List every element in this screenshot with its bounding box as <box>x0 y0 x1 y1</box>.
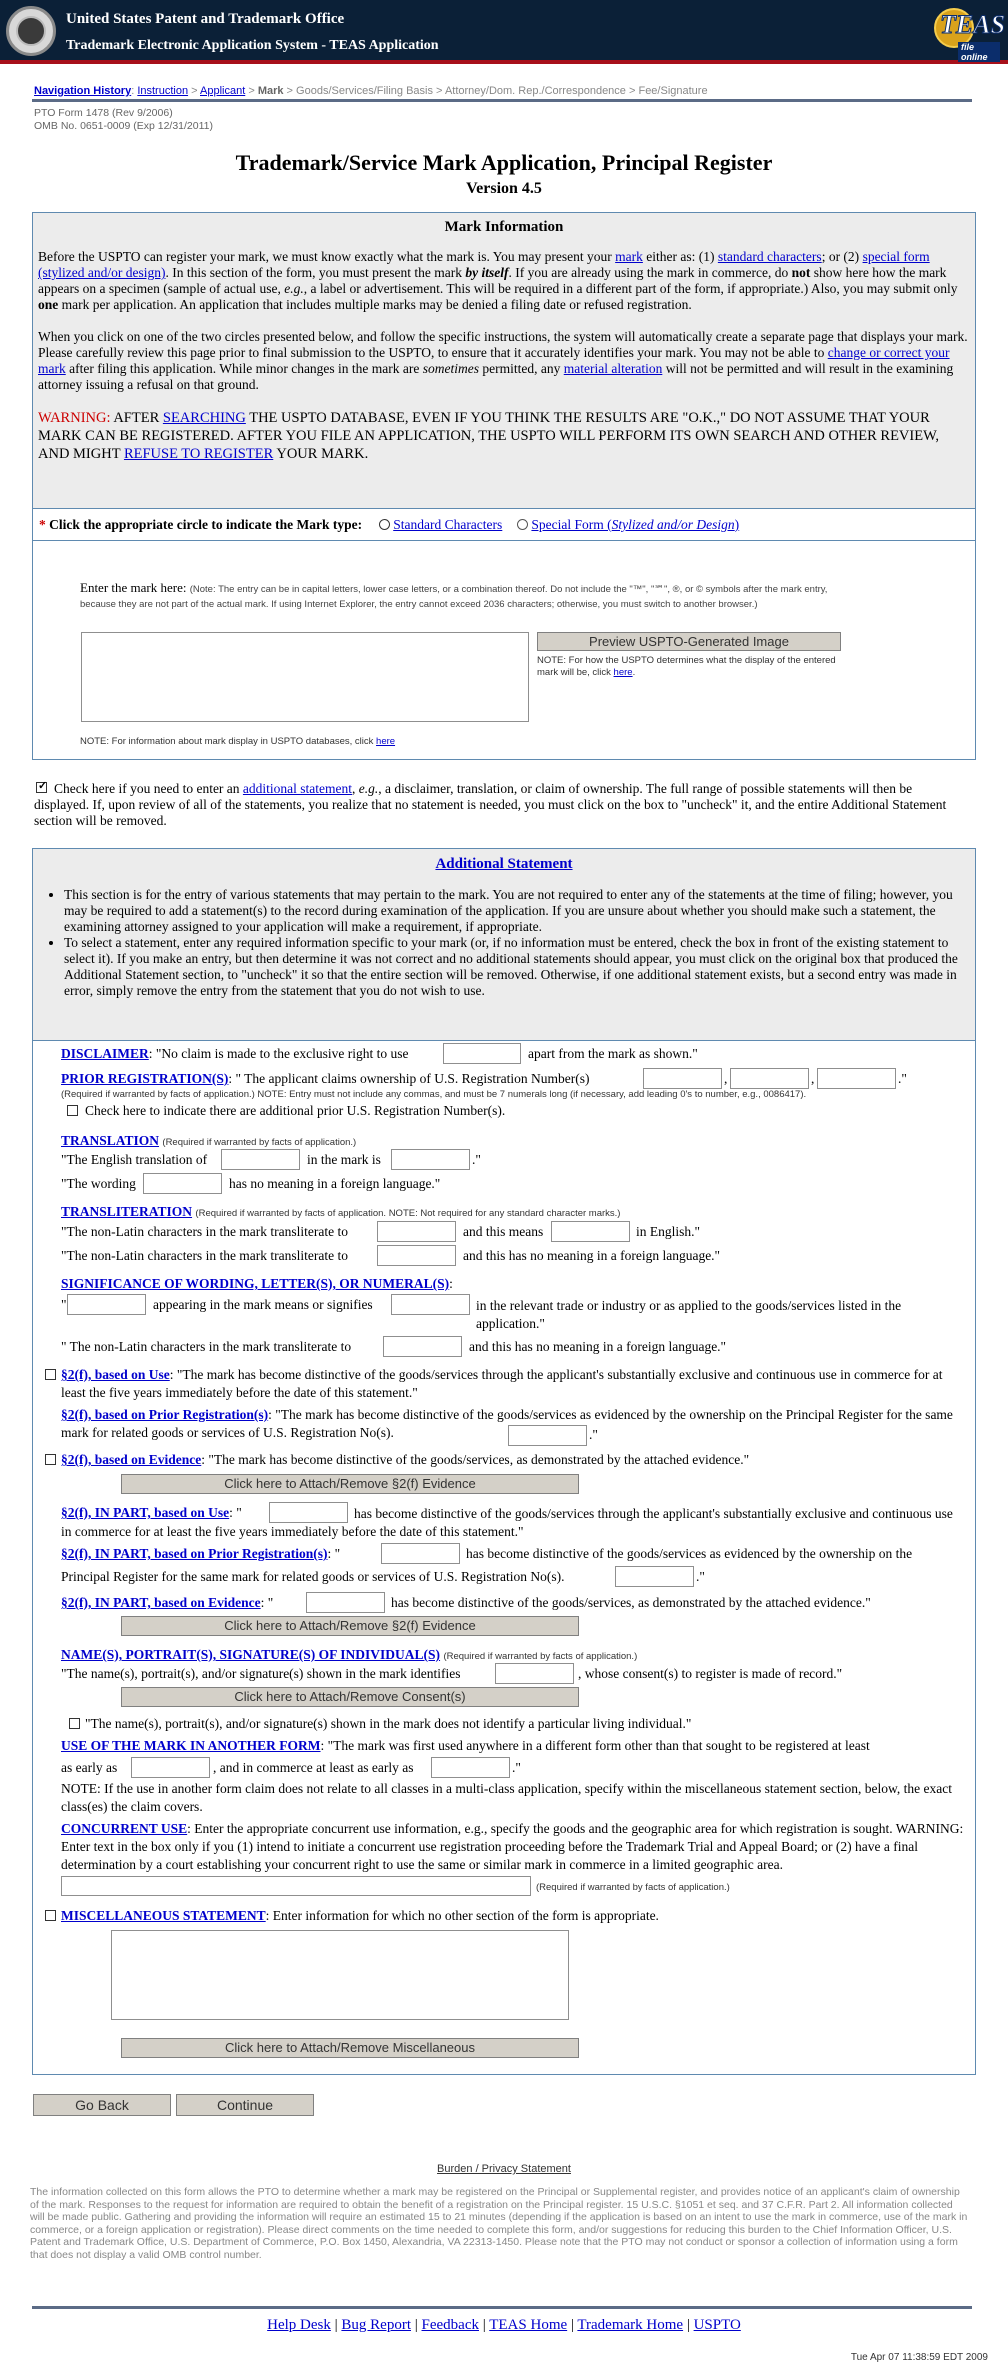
prior-registration-input-1[interactable] <box>643 1068 722 1089</box>
warning-text: WARNING: AFTER SEARCHING THE USPTO DATABASE, EVEN IF YOU THINK THE RESULTS ARE "O.K.," DO NOT ASSUME THAT YOUR MARK CAN BE REGISTERED. AFTER YOU FILE AN APPLICATION, THE USPTO WILL PERFORM ITS OWN SEARCH AND OTHER REVIEW, AND MIGHT REFUSE TO REGISTER YOUR MARK. <box>38 410 940 462</box>
refuse-to-register-link[interactable]: REFUSE TO REGISTER <box>123 446 274 462</box>
divider <box>32 99 972 102</box>
trademark-home-link[interactable]: Trademark Home <box>577 2317 684 2333</box>
attach-2f-evidence-button-2[interactable]: Click here to Attach/Remove §2(f) Evidence <box>121 1616 579 1636</box>
section-2f-part-prior-wording-input[interactable] <box>381 1543 460 1564</box>
page-title: Trademark/Service Mark Application, Principal Register <box>235 150 773 175</box>
section-2f-part-evidence-input[interactable] <box>306 1592 385 1613</box>
standard-characters-option-link[interactable]: Standard Characters <box>393 517 503 532</box>
disclaimer-input[interactable] <box>443 1043 521 1064</box>
transliteration-input[interactable] <box>377 1221 456 1242</box>
additional-statement-link[interactable]: additional statement <box>242 781 353 796</box>
feedback-link[interactable]: Feedback <box>421 2317 479 2333</box>
translation-heading[interactable]: TRANSLATION <box>61 1133 160 1148</box>
first-use-commerce-input[interactable] <box>431 1757 510 1778</box>
misc-statement-textarea[interactable] <box>111 1930 569 2020</box>
section-heading: Mark Information <box>444 219 564 235</box>
prior-registration-input-3[interactable] <box>817 1068 896 1089</box>
uspto-seal-icon <box>6 6 56 56</box>
disclaimer-heading[interactable]: DISCLAIMER <box>61 1046 149 1061</box>
additional-statement-instructions: Check here if you need to enter an additional statement, e.g., a disclaimer, translation, or claim of ownership. The full range of possible statements will then be displayed. If, upon review of all of the statements, you realize that no statement is needed, you must click on the box to "uncheck" it, and the entire Additional Statement section will be removed. <box>34 781 947 828</box>
first-use-anywhere-input[interactable] <box>131 1757 210 1778</box>
section-2f-part-use-heading[interactable]: §2(f), IN PART, based on Use <box>61 1505 230 1520</box>
transliteration-heading[interactable]: TRANSLITERATION <box>61 1204 193 1219</box>
mark-information-section <box>32 212 976 760</box>
special-form-radio[interactable] <box>517 519 528 530</box>
nav-attorney: Attorney/Dom. Rep./Correspondence <box>444 85 626 97</box>
instruction-bullet: • To select a statement, enter any required information specific to your mark (or, if no information must be entered, check the box in front of the existing statement to select it). If you make an entry, but then determine it was not correct and no additional statements should appear, you must click on the original box that produced the Additional Statement section, to "uncheck" it so that the entire section will be removed. Otherwise, if one additional statement exists, but a second entry was made in error, simply remove the entry from the statement that you do not wish to use. <box>64 935 970 999</box>
misc-statement-checkbox[interactable] <box>45 1910 56 1921</box>
additional-statement-heading-link[interactable]: Additional Statement <box>435 856 573 872</box>
section-2f-prior-heading[interactable]: §2(f), based on Prior Registration(s) <box>61 1407 269 1422</box>
mark-text-area[interactable] <box>81 632 529 722</box>
change-mark-link[interactable]: change or correct your mark <box>38 345 950 376</box>
section-2f-part-evidence-heading[interactable]: §2(f), IN PART, based on Evidence <box>61 1595 261 1610</box>
prior-registration-note: (Required if warranted by facts of application.) NOTE: Entry must not include any commas, and must be 7 numerals long (if necessary, add leading 0's to number, e.g., 0086417). <box>61 1089 807 1100</box>
form-info: PTO Form 1478 (Rev 9/2006) OMB No. 0651-0009 (Exp 12/31/2011) <box>34 107 213 132</box>
section-2f-use-heading[interactable]: §2(f), based on Use <box>61 1367 170 1382</box>
system-name: Trademark Electronic Application System - TEAS Application <box>66 38 439 53</box>
attach-misc-button[interactable]: Click here to Attach/Remove Miscellaneous <box>121 2038 579 2058</box>
uspto-link[interactable]: USPTO <box>693 2317 741 2333</box>
additional-prior-registrations-checkbox[interactable] <box>67 1105 78 1116</box>
continue-button[interactable]: Continue <box>176 2094 314 2116</box>
another-form-note: NOTE: If the use in another form claim does not relate to all classes in a multi-class application, specify within the miscellaneous statement section, below, the exact class(es) the claim covers. <box>61 1781 952 1814</box>
nav-instruction-link[interactable]: Instruction <box>137 85 189 97</box>
nav-fee: Fee/Signature <box>638 85 708 97</box>
additional-statement-section: Additional Statement • This section is for the entry of various statements that may pertain to the mark. You are not required to enter any of the statements at the time of filing; however, you may be required to add a statement(s) to the record during examination of the application. If you are unsure about whether you should make such a statement, the examining attorney assigned to your application will make a requirement, if appropriate. • To select a statement, enter any required information specific to your mark (or, if no information must be entered, check the box in front of the existing statement to select it). If you make an entry, but then determine it was not correct and no additional statements should appear, you must click on the original box that produced the Additional Statement section, to "uncheck" it so that the entire section will be removed. Otherwise, if one additional statement exists, but a second entry was made in error, simply remove the entry from the statement that you do not wish to use. DISCLAIMER: "No claim is made to the exclusive right to use apart from the mark as shown." PRIOR REGISTRATION(S): " The applicant claims ownership of U.S. Registration Number(s) , , ." (Required if warranted by facts of application.) NOTE: Entry must not include any commas, and must be 7 numerals long (if necessary, add leading 0's to number, e.g., 0086417). Check here to indicate there are additional prior U.S. Registration Number(s). TRANSLATION (Required if warranted by facts of application.) "The English translation of in the mark is ." "The wording has no meaning in a foreign language." TRANSLITERATION (Required if warranted by facts of application. NOTE: Not required for any standard character marks.) "The non-Latin characters in the mark transliterate to and this means in English." "The non-Latin characters in the mark transliterate to and this has no meaning in a foreign language." SIGNIFICANCE OF WORDING, LETTER(S), OR NUMERAL(S): " appearing in the mark means or signifies in the relevant trade or industry or as applied to the goods/services listed in the application." " The non-Latin characters in the mark transliterate to and this has no meaning in a foreign language." §2(f), based on Use: "The mark has become distinctive of the goods/services through the applicant's substantially exclusive and continuous use in commerce for at least the five years immediately before the date of this statement." §2(f), based on Prior Registration(s): "The mark has become distinctive of the goods/services as evidenced by the ownership on the Principal Register for the same mark for related goods or services of U.S. Registration No(s). ." §2(f), based on Evidence: "The mark has become distinctive of the goods/services, as demonstrated by the attached evidence." Click here to Attach/Remove §2(f) Evidence §2(f), IN PART, based on Use: " has become distinctive of the goods/services through the applicant's substantially exclusive and continuous use in commerce for at least the five years immediately before the date of this statement." §2(f), IN PART, based on Prior Registration(s): " has become distinctive of the goods/services as evidenced by the ownership on the Principal Register for the same mark for related goods or services of U.S. Registration No(s). ." §2(f), IN PART, based on Evidence: " has become distinctive of the goods/services, as demonstrated by the attached evidence." Click here to Attach/Remove §2(f) Evidence NAME(S), PORTRAIT(S), SIGNATURE(S) OF INDIVIDUAL(S) (Required if warranted by facts of application.) "The name(s), portrait(s), and/or signature(s) shown in the mark identifies , whose consent(s) to register is made of record." Click here to Attach/Remove Consent(s) "The name(s), portrait(s), and/or signature(s) shown in the mark does not identify a particular living individual." USE OF THE MARK IN ANOTHER FORM: "The mark was first used anywhere in a different form other than that sought to be registered at least as early as , and in commerce at least as early as ." NOTE: If the use in another form claim does not relate to all classes in a multi-class application, specify within the miscellaneous statement section, below, the exact class(es) the claim covers. CONCURRENT USE: Enter the appropriate concurrent use information, e.g., specify the goods and the geographic area for which registration is sought. WARNING: Enter text in the box only if you (1) intend to initiate a concurrent use registration proceeding before the Trademark Trial and Appeal Board; or (2) have a final determination by a court establishing your concurrent right to use the same or similar mark in commerce in a limited geographic area. (Required if warranted by facts of application.) MISCELLANEOUS STATEMENT: Enter information for which no other section of the form is appropriate. Click here to Attach/Remove Miscellaneous <box>32 848 976 2075</box>
section-2f-part-prior-registration-input[interactable] <box>615 1566 694 1587</box>
section-2f-registration-input[interactable] <box>508 1425 587 1446</box>
translation-meaning-input[interactable] <box>391 1149 470 1170</box>
mark-info-instructions: Mark Information Before the USPTO can register your mark, we must know exactly what the mark is. You may present your mark either as: (1) standard characters; or (2) special form (stylized and/or design). In this section of the form, you must present the mark by itself. If you are already using the mark in commerce, do not show here how the mark appears on a specimen (sample of actual use, e.g., a label or advertisement. This will be required in a different part of the form, if appropriate.) Also, you may submit only one mark per application. An application that includes multiple marks may be denied a filing date or refused registration. When you click on one of the two circles presented below, and follow the specific instructions, the system will automatically create a separate page that displays your mark. Please carefully review this page prior to final submission to the USPTO, to ensure that it accurately identifies your mark. You may not be able to change or correct your mark after filing this application. While minor changes in the mark are sometimes permitted, any material alteration will not be permitted and will result in the examining attorney issuing a refusal on that ground. WARNING: AFTER SEARCHING THE USPTO DATABASE, EVEN IF YOU THINK THE RESULTS ARE "O.K.," DO NOT ASSUME THAT YOUR MARK CAN BE REGISTERED. AFTER YOU FILE AN APPLICATION, THE USPTO WILL PERFORM ITS OWN SEARCH AND OTHER REVIEW, AND MIGHT REFUSE TO REGISTER YOUR MARK. <box>33 213 975 508</box>
display-note: NOTE: For information about mark display in USPTO databases, click here <box>80 736 396 747</box>
concurrent-use-input[interactable] <box>61 1876 531 1896</box>
standard-characters-link[interactable]: standard characters <box>717 249 822 264</box>
burden-privacy-link[interactable]: Burden / Privacy Statement <box>437 2163 571 2175</box>
prior-registration-input-2[interactable] <box>730 1068 809 1089</box>
names-identifies-input[interactable] <box>495 1663 574 1684</box>
app-header <box>0 0 1008 64</box>
additional-statement-checkbox[interactable]: ✓ <box>38 780 48 792</box>
mark-link[interactable]: mark <box>615 249 643 264</box>
transliteration-no-meaning-input[interactable] <box>377 1245 456 1266</box>
special-form-link[interactable]: special form (stylized and/or design) <box>38 249 930 280</box>
breadcrumb: Navigation History: Instruction > Applicant > Mark > Goods/Services/Filing Basis > Attorney/Dom. Rep./Correspondence > Fee/Signature <box>34 85 708 97</box>
divider <box>32 2306 972 2309</box>
material-alteration-link[interactable]: material alteration <box>563 361 663 376</box>
use-in-another-form-heading[interactable]: USE OF THE MARK IN ANOTHER FORM <box>61 1738 321 1753</box>
mark-type-label: Click the appropriate circle to indicate the Mark type: <box>45 517 363 532</box>
burden-statement-text: The information collected on this form allows the PTO to determine whether a mark may be registered on the Principal or Supplemental register, and provides notice of an applicant's claim of ownership of the mark. Responses to the request for information are required to obtain the benefit of a registration on the Principal register. 15 U.S.C. §1051 et seq. and 37 C.F.R. Part 2. All information collected will be made public. Gathering and providing the information will require an estimated 15 to 21 minutes (depending if the application is based on an intent to use the mark in commerce, use of the mark in commerce, or a foreign application or registration). Please direct comments on the time needed to complete this form, and/or suggestions for reducing this burden to the Chief Information Officer, U.S. Patent and Trademark Office, U.S. Department of Commerce, P.O. Box 1450, Alexandria, VA 22313-1450. Please note that the PTO may not conduct or sponsor a collection of information using a form that does not display a valid OMB control number. <box>30 2186 968 2261</box>
significance-transliterate-input[interactable] <box>383 1336 462 1357</box>
names-not-living-checkbox[interactable] <box>69 1718 80 1729</box>
searching-link[interactable]: SEARCHING <box>162 410 246 426</box>
enter-mark-label: Enter the mark here: <box>80 580 187 595</box>
significance-meaning-input[interactable] <box>391 1294 470 1315</box>
nav-goods: Goods/Services/Filing Basis <box>296 85 433 97</box>
section-2f-evidence-heading[interactable]: §2(f), based on Evidence <box>61 1452 202 1467</box>
section-2f-use-checkbox[interactable] <box>45 1369 56 1380</box>
preview-note: NOTE: For how the USPTO determines what the display of the entered mark will be, click here. <box>537 655 836 678</box>
section-2f-evidence-checkbox[interactable] <box>45 1454 56 1465</box>
significance-wording-input[interactable] <box>67 1294 146 1315</box>
standard-characters-radio[interactable] <box>379 519 390 530</box>
nav-applicant-link[interactable]: Applicant <box>200 85 246 97</box>
bug-report-link[interactable]: Bug Report <box>341 2317 411 2333</box>
preview-note-here-link[interactable]: here <box>613 667 633 678</box>
nav-mark-current: Mark <box>257 85 284 97</box>
agency-name: United States Patent and Trademark Office <box>66 11 345 27</box>
mark-type-row: * Click the appropriate circle to indicate the Mark type: Standard Characters Special Form (Stylized and/or Design) <box>33 508 975 540</box>
help-desk-link[interactable]: Help Desk <box>267 2317 331 2333</box>
misc-statement-heading[interactable]: MISCELLANEOUS STATEMENT <box>61 1908 266 1923</box>
go-back-button[interactable]: Go Back <box>33 2094 171 2116</box>
nav-history-link[interactable]: Navigation History <box>34 85 132 97</box>
section-2f-part-prior-heading[interactable]: §2(f), IN PART, based on Prior Registration(s) <box>61 1546 328 1561</box>
preview-image-button[interactable]: Preview USPTO-Generated Image <box>537 632 841 651</box>
translation-no-meaning-input[interactable] <box>143 1173 222 1194</box>
attach-2f-evidence-button[interactable]: Click here to Attach/Remove §2(f) Evidence <box>121 1474 579 1494</box>
enter-mark-instructions: Enter the mark here: (Note: The entry can be in capital letters, lower case letters, or a combination thereof. Do not include the "™", "℠", ®, or © symbols after the mark entry, because they are not part of the actual mark. If using Internet Explorer, the entry cannot exceed 2036 characters; otherwise, you must switch to another browser.) <box>80 580 828 610</box>
attach-consent-button[interactable]: Click here to Attach/Remove Consent(s) <box>121 1687 579 1707</box>
concurrent-use-heading[interactable]: CONCURRENT USE <box>61 1821 188 1836</box>
special-form-option-link[interactable]: Special Form (Stylized and/or Design) <box>531 517 740 532</box>
footer-links: Help Desk | Bug Report | Feedback | TEAS Home | Trademark Home | USPTO <box>267 2317 741 2333</box>
significance-heading[interactable]: SIGNIFICANCE OF WORDING, LETTER(S), OR NUMERAL(S) <box>61 1276 450 1291</box>
version-label: Version 4.5 <box>466 180 542 197</box>
transliteration-means-input[interactable] <box>551 1221 630 1242</box>
instruction-bullet: • This section is for the entry of various statements that may pertain to the mark. You are not required to enter any of the statements at the time of filing; however, you may be required to add a statement(s) to the record during examination of the application. If you are unsure about whether you should make such a statement, the examining attorney assigned to your application will make a requirement, if appropriate. <box>64 887 970 935</box>
display-note-here-link[interactable]: here <box>376 736 396 747</box>
prior-registration-heading[interactable]: PRIOR REGISTRATION(S) <box>61 1071 229 1086</box>
additional-instructions <box>33 849 975 1040</box>
teas-home-link[interactable]: TEAS Home <box>489 2317 568 2333</box>
translation-wording-input[interactable] <box>221 1149 300 1170</box>
names-portraits-heading[interactable]: NAME(S), PORTRAIT(S), SIGNATURE(S) OF INDIVIDUAL(S) <box>61 1647 441 1662</box>
timestamp: Tue Apr 07 11:38:59 EDT 2009 <box>850 2352 988 2363</box>
teas-logo: TEAS file online <box>928 4 1000 56</box>
